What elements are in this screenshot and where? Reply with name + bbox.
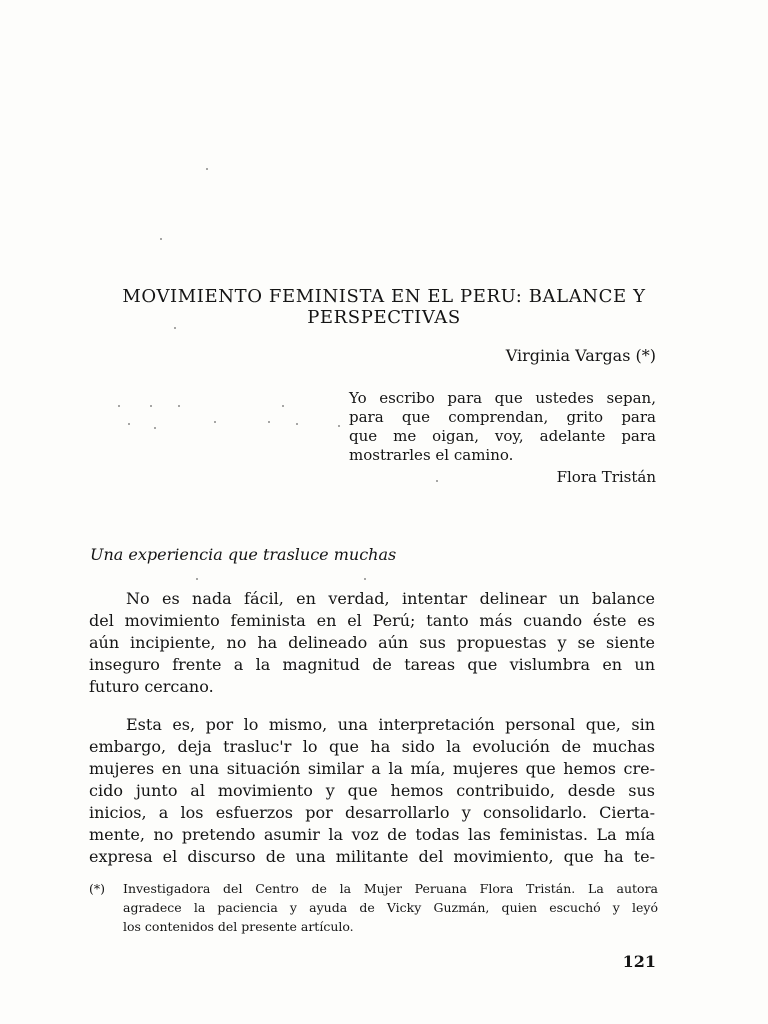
scan-speck: [128, 423, 130, 425]
body-paragraph: [89, 588, 655, 698]
footnote-line: Investigadora del Centro de la Mujer Peruana Flora Tristán. La autora: [123, 881, 658, 896]
paragraph-line: expresa el discurso de una militante del movimiento, que ha te-: [89, 847, 655, 866]
epigraph-line: para que comprendan, grito para: [349, 408, 656, 426]
article-title-line-1: MOVIMIENTO FEMINISTA EN EL PERU: BALANCE Y: [122, 286, 646, 307]
paragraph-line: cido junto al movimiento y que hemos contribuido, desde sus: [89, 781, 655, 800]
epigraph-attribution: Flora Tristán: [556, 468, 656, 486]
scan-speck: [364, 578, 366, 580]
scan-speck: [282, 405, 284, 407]
article-title-line-2: PERSPECTIVAS: [307, 307, 461, 328]
epigraph-line: que me oigan, voy, adelante para: [349, 427, 656, 445]
author-name: Virginia Vargas (*): [505, 346, 656, 365]
page-number: 121: [622, 952, 656, 971]
scan-speck: [268, 421, 270, 423]
scan-speck: [178, 405, 180, 407]
epigraph-line: Yo escribo para que ustedes sepan,: [349, 389, 656, 407]
paragraph-line: futuro cercano.: [89, 677, 214, 696]
footnote-marker: (*): [89, 881, 106, 896]
scan-speck: [118, 405, 120, 407]
scan-speck: [338, 425, 340, 427]
paragraph-line: mente, no pretendo asumir la voz de todas las feministas. La mía: [89, 825, 655, 844]
scan-speck: [214, 421, 216, 423]
paragraph-line: embargo, deja trasluc'r lo que ha sido la evolución de muchas: [89, 737, 655, 756]
footnote-line: agradece la paciencia y ayuda de Vicky Guzmán, quien escuchó y leyó: [123, 900, 658, 915]
paragraph-line: Esta es, por lo mismo, una interpretación personal que, sin: [126, 715, 655, 734]
paragraph-line: inicios, a los esfuerzos por desarrollarlo y consolidarlo. Cierta-: [89, 803, 655, 822]
body-paragraph: [89, 714, 655, 868]
scan-speck: [160, 238, 162, 240]
paragraph-line: aún incipiente, no ha delineado aún sus propuestas y se siente: [89, 633, 655, 652]
epigraph: [349, 389, 656, 465]
paragraph-line: del movimiento feminista en el Perú; tanto más cuando éste es: [89, 611, 655, 630]
scan-speck: [154, 427, 156, 429]
paragraph-line: No es nada fácil, en verdad, intentar delinear un balance: [126, 589, 655, 608]
paragraph-line: mujeres en una situación similar a la mía, mujeres que hemos cre-: [89, 759, 655, 778]
section-heading: Una experiencia que trasluce muchas: [90, 545, 397, 564]
scan-speck: [206, 168, 208, 170]
scan-speck: [296, 423, 298, 425]
epigraph-line: mostrarles el camino.: [349, 446, 514, 464]
footnote-text: [123, 879, 658, 936]
footnote: [89, 879, 658, 936]
footnote-line: los contenidos del presente artículo.: [123, 919, 354, 934]
scan-speck: [150, 405, 152, 407]
paragraph-line: inseguro frente a la magnitud de tareas que vislumbra en un: [89, 655, 655, 674]
scan-speck: [196, 578, 198, 580]
